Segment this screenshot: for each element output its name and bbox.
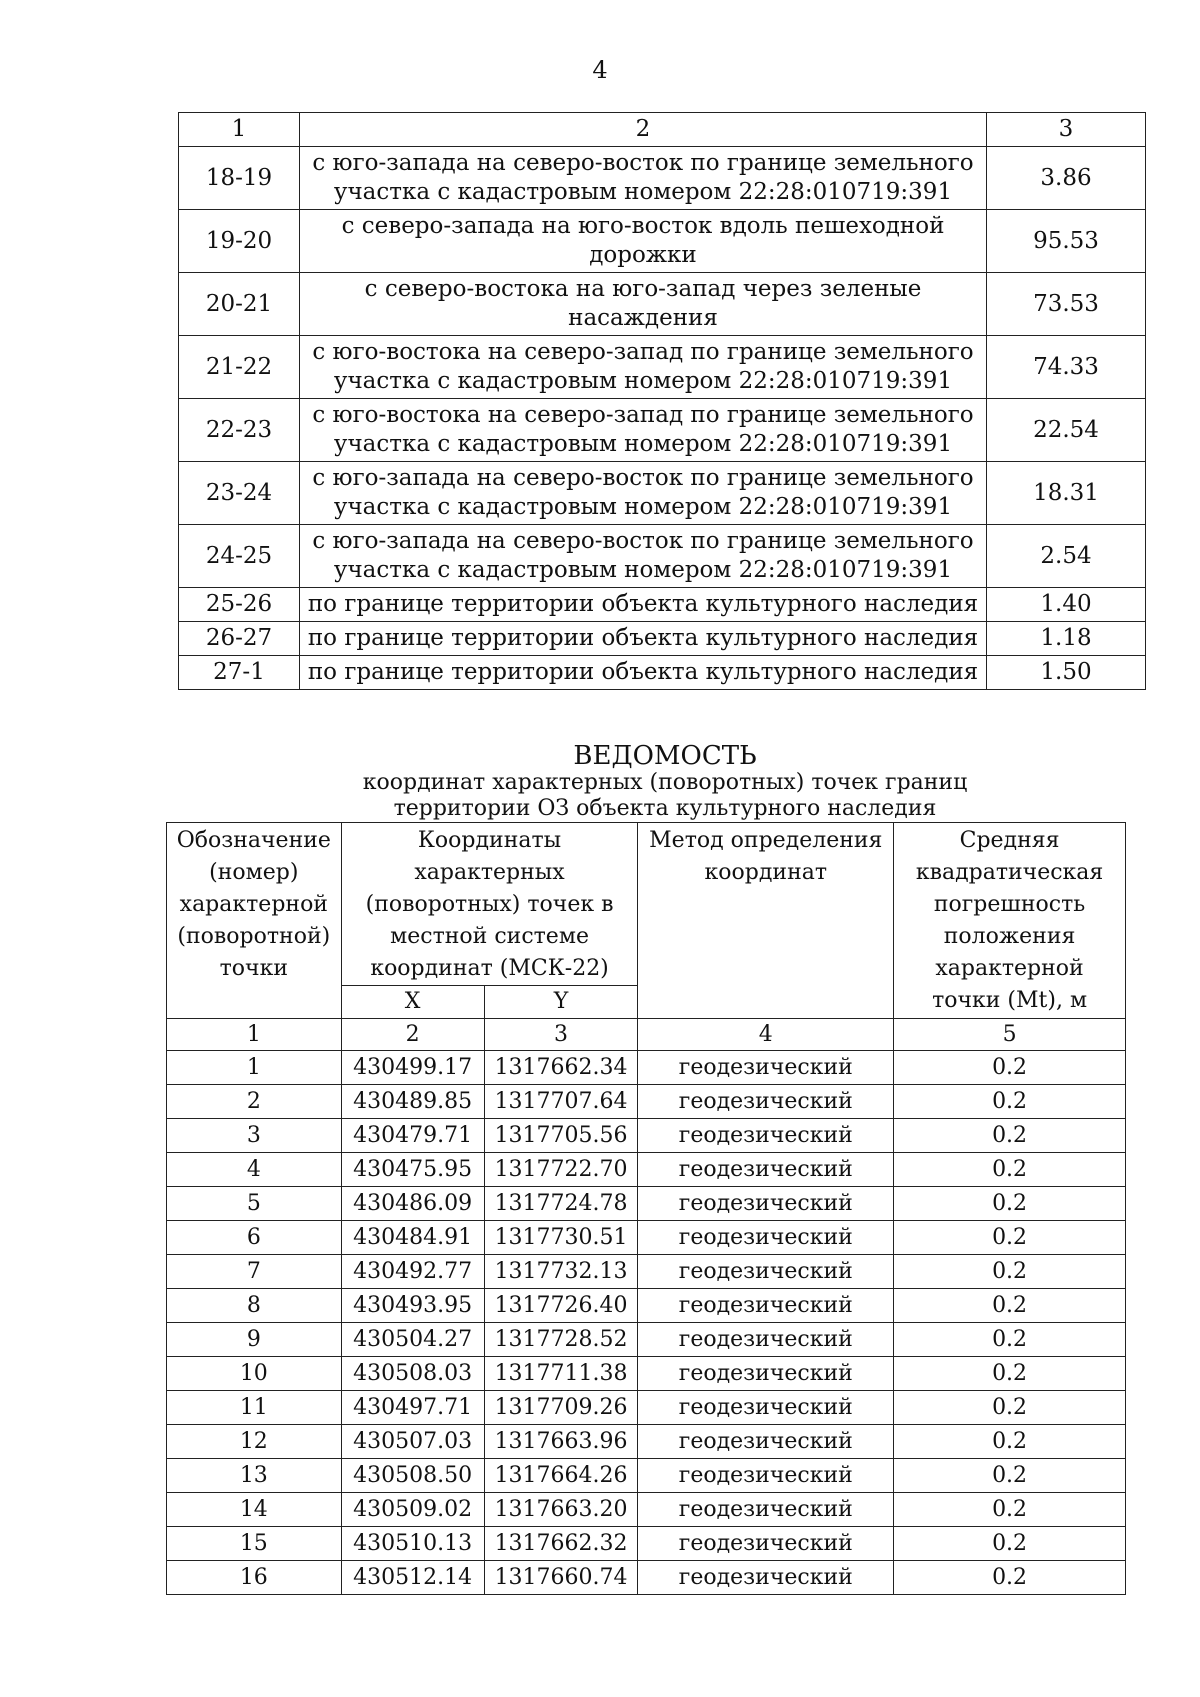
coordinate-row: [167, 1493, 1126, 1527]
segment-description: [300, 336, 987, 399]
segment-points: 26-27: [179, 622, 300, 656]
method: геодезический: [638, 1561, 894, 1595]
coordinate-row: [167, 1323, 1126, 1357]
header-line: (поворотной): [177, 924, 331, 949]
mean-error: 0.2: [894, 1119, 1126, 1153]
point-number: 16: [167, 1561, 342, 1595]
mean-error: 0.2: [894, 1153, 1126, 1187]
coord-y: 1317724.78: [484, 1187, 638, 1221]
coordinate-row: [167, 1357, 1126, 1391]
point-number: 13: [167, 1459, 342, 1493]
mean-error: 0.2: [894, 1085, 1126, 1119]
segment-description: [300, 462, 987, 525]
segment-description-line: дорожки: [589, 242, 697, 268]
segment-points: 23-24: [179, 462, 300, 525]
segment-description-line: насаждения: [568, 305, 718, 331]
segment-row: [179, 622, 1146, 656]
segment-description-line: участка с кадастровым номером 22:28:010719:391: [333, 557, 953, 583]
statement-subtitle-line1: координат характерных (поворотных) точек границ: [362, 770, 968, 795]
header-mean-error: [894, 823, 1126, 1019]
method: геодезический: [638, 1085, 894, 1119]
method: геодезический: [638, 1289, 894, 1323]
segment-length: 1.50: [987, 656, 1146, 690]
segment-description-line: по границе территории объекта культурного наследия: [307, 591, 979, 617]
statement-title: ВЕДОМОСТЬ: [573, 741, 757, 771]
point-number: 9: [167, 1323, 342, 1357]
mean-error: 0.2: [894, 1051, 1126, 1085]
coordinate-row: [167, 1255, 1126, 1289]
mean-error: 0.2: [894, 1221, 1126, 1255]
coordinates-colnum-row: [167, 1019, 1126, 1051]
segment-description-line: по границе территории объекта культурного наследия: [307, 625, 979, 651]
point-number: 4: [167, 1153, 342, 1187]
coord-y: 1317732.13: [484, 1255, 638, 1289]
segment-length: 1.40: [987, 588, 1146, 622]
segment-description-line: с северо-запада на юго-восток вдоль пешеходной: [341, 213, 945, 239]
method: геодезический: [638, 1153, 894, 1187]
coord-y: 1317662.32: [484, 1527, 638, 1561]
segment-row: [179, 336, 1146, 399]
header-line: Средняя: [959, 828, 1060, 853]
point-number: 12: [167, 1425, 342, 1459]
segment-length: 2.54: [987, 525, 1146, 588]
point-number: 11: [167, 1391, 342, 1425]
method: геодезический: [638, 1493, 894, 1527]
segment-description-line: участка с кадастровым номером 22:28:010719:391: [333, 431, 953, 457]
coord-y: 1317705.56: [484, 1119, 638, 1153]
segment-row: [179, 399, 1146, 462]
point-number: 2: [167, 1085, 342, 1119]
mean-error: 0.2: [894, 1391, 1126, 1425]
coordinate-row: [167, 1221, 1126, 1255]
point-number: 6: [167, 1221, 342, 1255]
coord-y: 1317664.26: [484, 1459, 638, 1493]
method: геодезический: [638, 1051, 894, 1085]
coord-y: 1317730.51: [484, 1221, 638, 1255]
coord-x: 430484.91: [341, 1221, 484, 1255]
coord-x: 430499.17: [341, 1051, 484, 1085]
segment-description: [300, 210, 987, 273]
mean-error: 0.2: [894, 1357, 1126, 1391]
segment-description-line: с юго-запада на северо-восток по границе земельного: [312, 465, 974, 491]
segment-description: [300, 622, 987, 656]
method: геодезический: [638, 1119, 894, 1153]
method: геодезический: [638, 1527, 894, 1561]
coordinate-row: [167, 1289, 1126, 1323]
mean-error: 0.2: [894, 1187, 1126, 1221]
coord-x: 430492.77: [341, 1255, 484, 1289]
header-line: Метод определения: [649, 828, 883, 853]
coord-y: 1317660.74: [484, 1561, 638, 1595]
segment-description: [300, 273, 987, 336]
segment-description-line: участка с кадастровым номером 22:28:010719:391: [333, 368, 953, 394]
coord-y: 1317663.20: [484, 1493, 638, 1527]
segment-points: 20-21: [179, 273, 300, 336]
segment-length: 1.18: [987, 622, 1146, 656]
segment-points: 24-25: [179, 525, 300, 588]
mean-error: 0.2: [894, 1493, 1126, 1527]
coordinate-row: [167, 1391, 1126, 1425]
coordinate-row: [167, 1425, 1126, 1459]
coord-y: 1317711.38: [484, 1357, 638, 1391]
coordinate-row: [167, 1561, 1126, 1595]
colnum-cell: 3: [484, 1019, 638, 1051]
header-coordinates: [341, 823, 638, 986]
segments-header-cell: 1: [179, 113, 300, 147]
method: геодезический: [638, 1391, 894, 1425]
header-line: точки: [219, 956, 288, 981]
colnum-cell: 5: [894, 1019, 1126, 1051]
segment-length: 74.33: [987, 336, 1146, 399]
segment-description: [300, 656, 987, 690]
colnum-cell: 1: [167, 1019, 342, 1051]
segments-table: [178, 112, 1146, 690]
point-number: 3: [167, 1119, 342, 1153]
coord-x: 430512.14: [341, 1561, 484, 1595]
segment-description-line: с юго-востока на северо-запад по границе земельного: [312, 402, 974, 428]
segment-row: [179, 273, 1146, 336]
coordinate-row: [167, 1527, 1126, 1561]
mean-error: 0.2: [894, 1255, 1126, 1289]
segment-description: [300, 147, 987, 210]
header-line: Координаты: [417, 828, 562, 853]
coordinate-row: [167, 1085, 1126, 1119]
coord-x: 430479.71: [341, 1119, 484, 1153]
header-line: Обозначение: [176, 828, 331, 853]
segment-row: [179, 462, 1146, 525]
point-number: 5: [167, 1187, 342, 1221]
method: геодезический: [638, 1459, 894, 1493]
header-line: положения: [943, 924, 1076, 949]
header-line: точки (Mt), м: [932, 988, 1088, 1013]
coordinate-row: [167, 1459, 1126, 1493]
segment-description: [300, 399, 987, 462]
coordinates-header-row: [167, 823, 1126, 986]
segment-length: 3.86: [987, 147, 1146, 210]
segment-length: 73.53: [987, 273, 1146, 336]
segment-description-line: с юго-востока на северо-запад по границе земельного: [312, 339, 974, 365]
segment-description: [300, 525, 987, 588]
coordinates-table: [166, 822, 1126, 1595]
coord-x: 430509.02: [341, 1493, 484, 1527]
header-point-designation: [167, 823, 342, 1019]
mean-error: 0.2: [894, 1323, 1126, 1357]
header-line: (поворотных) точек в: [365, 892, 614, 917]
segment-length: 18.31: [987, 462, 1146, 525]
statement-heading: [0, 742, 1200, 822]
segment-points: 21-22: [179, 336, 300, 399]
coord-y: 1317728.52: [484, 1323, 638, 1357]
segment-description-line: участка с кадастровым номером 22:28:010719:391: [333, 179, 953, 205]
coord-y: 1317662.34: [484, 1051, 638, 1085]
coordinate-row: [167, 1187, 1126, 1221]
colnum-cell: 4: [638, 1019, 894, 1051]
coord-x: 430489.85: [341, 1085, 484, 1119]
page-number: 4: [592, 56, 608, 84]
coordinate-row: [167, 1119, 1126, 1153]
coord-x: 430510.13: [341, 1527, 484, 1561]
point-number: 1: [167, 1051, 342, 1085]
coord-x: 430493.95: [341, 1289, 484, 1323]
coord-x: 430507.03: [341, 1425, 484, 1459]
segment-row: [179, 210, 1146, 273]
method: геодезический: [638, 1255, 894, 1289]
method: геодезический: [638, 1425, 894, 1459]
method: геодезический: [638, 1357, 894, 1391]
header-y: Y: [484, 986, 638, 1019]
point-number: 15: [167, 1527, 342, 1561]
header-line: характерных: [414, 860, 565, 885]
coord-y: 1317722.70: [484, 1153, 638, 1187]
mean-error: 0.2: [894, 1289, 1126, 1323]
coord-x: 430508.03: [341, 1357, 484, 1391]
mean-error: 0.2: [894, 1527, 1126, 1561]
segment-points: 27-1: [179, 656, 300, 690]
segment-points: 22-23: [179, 399, 300, 462]
segment-row: [179, 588, 1146, 622]
segment-description: [300, 588, 987, 622]
coord-y: 1317663.96: [484, 1425, 638, 1459]
header-method: [638, 823, 894, 1019]
point-number: 7: [167, 1255, 342, 1289]
segment-row: [179, 147, 1146, 210]
point-number: 8: [167, 1289, 342, 1323]
header-line: характерной: [179, 892, 328, 917]
coord-x: 430504.27: [341, 1323, 484, 1357]
method: геодезический: [638, 1323, 894, 1357]
colnum-cell: 2: [341, 1019, 484, 1051]
point-number: 10: [167, 1357, 342, 1391]
header-x: X: [341, 986, 484, 1019]
segment-points: 19-20: [179, 210, 300, 273]
segment-row: [179, 656, 1146, 690]
coordinate-row: [167, 1153, 1126, 1187]
point-number: 14: [167, 1493, 342, 1527]
segment-description-line: с юго-запада на северо-восток по границе земельного: [312, 150, 974, 176]
header-line: характерной: [935, 956, 1084, 981]
segment-row: [179, 525, 1146, 588]
coord-x: 430497.71: [341, 1391, 484, 1425]
method: геодезический: [638, 1187, 894, 1221]
header-line: погрешность: [933, 892, 1086, 917]
coord-x: 430508.50: [341, 1459, 484, 1493]
coord-y: 1317726.40: [484, 1289, 638, 1323]
coord-y: 1317709.26: [484, 1391, 638, 1425]
method: геодезический: [638, 1221, 894, 1255]
segment-points: 25-26: [179, 588, 300, 622]
mean-error: 0.2: [894, 1425, 1126, 1459]
segment-description-line: по границе территории объекта культурного наследия: [307, 659, 979, 685]
segments-header-row: [179, 113, 1146, 147]
statement-subtitle-line2: территории ОЗ объекта культурного наследия: [393, 796, 937, 821]
coord-x: 430486.09: [341, 1187, 484, 1221]
mean-error: 0.2: [894, 1459, 1126, 1493]
segments-header-cell: 2: [300, 113, 987, 147]
header-line: координат: [704, 860, 828, 885]
segment-points: 18-19: [179, 147, 300, 210]
coord-x: 430475.95: [341, 1153, 484, 1187]
segments-header-cell: 3: [987, 113, 1146, 147]
coordinate-row: [167, 1051, 1126, 1085]
segment-length: 22.54: [987, 399, 1146, 462]
mean-error: 0.2: [894, 1561, 1126, 1595]
header-line: (номер): [209, 860, 299, 885]
header-line: квадратическая: [915, 860, 1104, 885]
coord-y: 1317707.64: [484, 1085, 638, 1119]
segment-description-line: с северо-востока на юго-запад через зеленые: [364, 276, 922, 302]
header-line: местной системе: [390, 924, 589, 949]
header-line: координат (МСК-22): [370, 956, 609, 981]
segment-description-line: участка с кадастровым номером 22:28:010719:391: [333, 494, 953, 520]
segment-length: 95.53: [987, 210, 1146, 273]
segment-description-line: с юго-запада на северо-восток по границе земельного: [312, 528, 974, 554]
